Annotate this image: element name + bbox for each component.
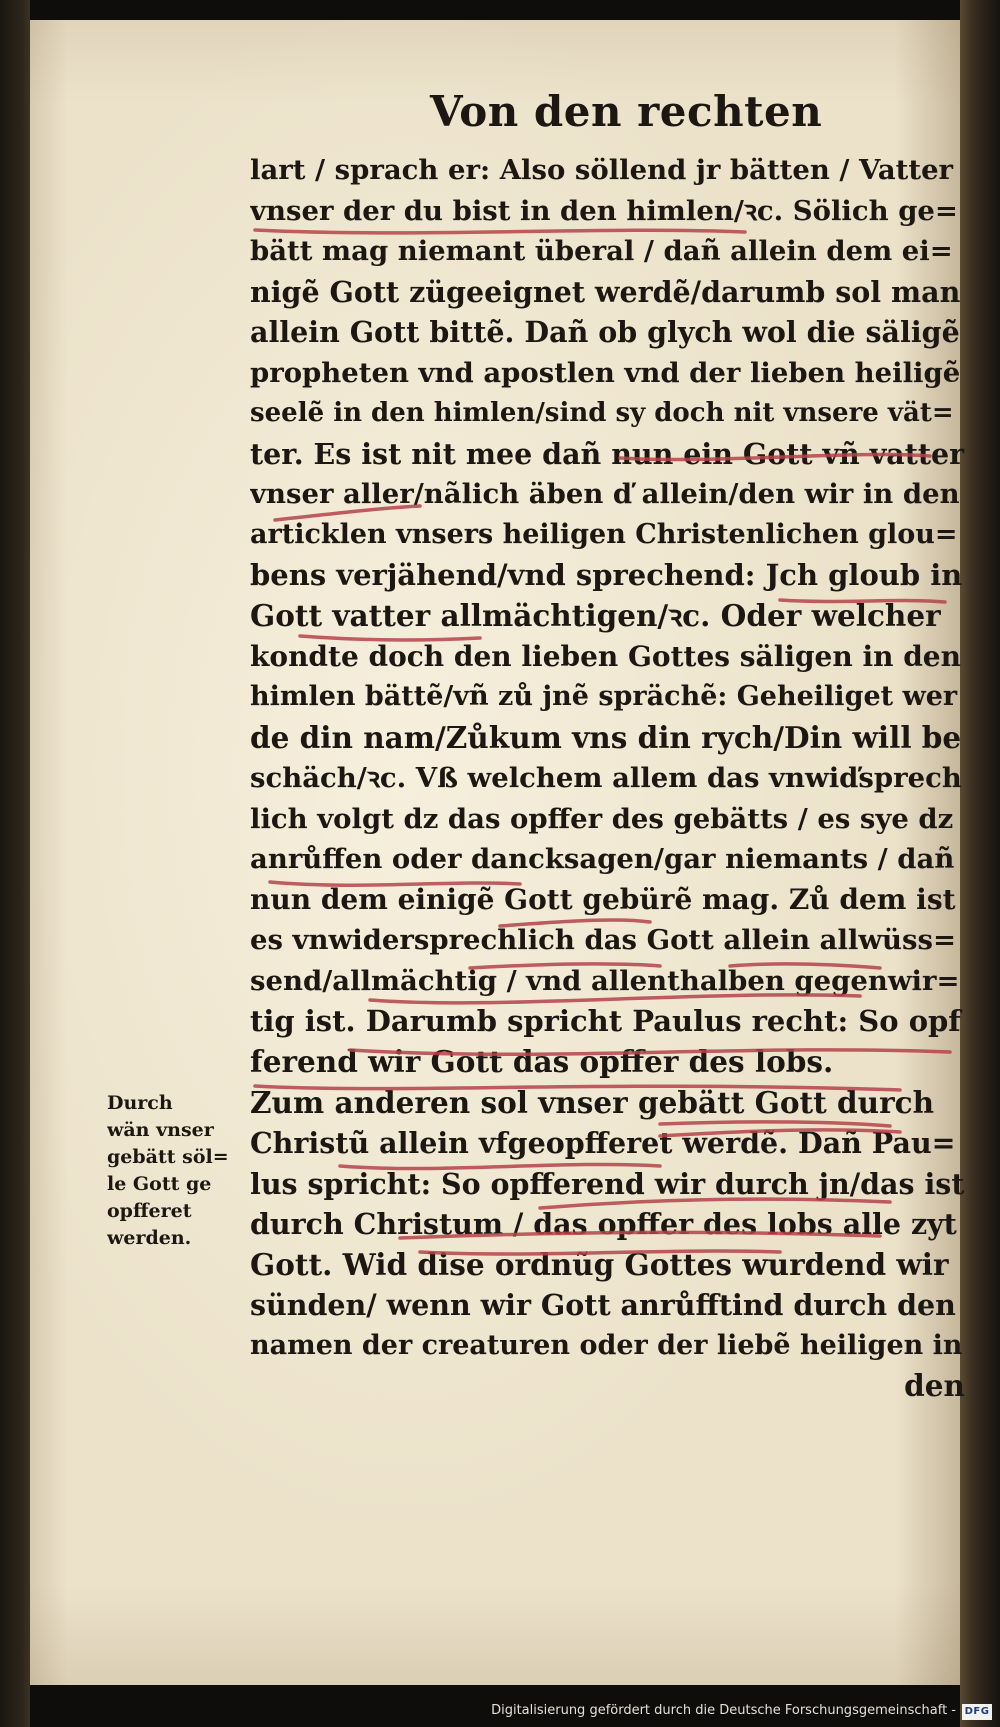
running-heading: Von den rechten <box>430 87 823 136</box>
text-line: ter. Es ist nit mee dañ nun ein Gott vñ vatter <box>250 436 965 471</box>
digitization-credit: Digitalisierung gefördert durch die Deutsche Forschungsgemeinschaft - <box>491 1703 956 1718</box>
margin-note-line: opfferet <box>107 1200 192 1222</box>
text-line: vnser aller/nãlich äben ď allein/den wir in den <box>250 478 960 511</box>
text-line: bens verjähend/vnd sprechend: Jch gloub in <box>250 558 963 593</box>
margin-note-line: Durch <box>107 1092 173 1114</box>
text-line: schäch/ꝛc. Vß welchem allem das vnwiďsprech <box>250 762 962 795</box>
text-line: Christũ allein vfgeopfferet werdẽ. Dañ Pau= <box>250 1126 956 1161</box>
text-line: namen der creaturen oder der liebẽ heiligen in <box>250 1329 963 1361</box>
margin-note-line: le Gott ge <box>107 1173 212 1195</box>
text-line: tig ist. Darumb spricht Paulus recht: So opf <box>250 1004 961 1039</box>
text-line: lus spricht: So opfferend wir durch jn/das ist <box>250 1166 965 1201</box>
text-line: Gott vatter allmächtigen/ꝛc. Oder welcher <box>250 598 941 634</box>
text-line: de din nam/Zůkum vns din rych/Din will be <box>250 719 962 755</box>
text-line: seelẽ in den himlen/sind sy doch nit vnsere vät= <box>250 398 954 429</box>
text-line: Zum anderen sol vnser gebätt Gott durch <box>250 1084 935 1120</box>
text-line: sünden/ wenn wir Gott anrůfftind durch den <box>250 1288 956 1323</box>
text-line: vnser der du bist in den himlen/ꝛc. Sölich ge= <box>250 194 958 227</box>
text-line: nun dem einigẽ Gott gebürẽ mag. Zů dem ist <box>250 882 956 916</box>
text-line: articklen vnsers heiligen Christenlichen glou= <box>250 518 958 550</box>
text-line: kondte doch den lieben Gottes säligen in den <box>250 639 961 673</box>
text-line: send/allmächtig / vnd allenthalben gegenwir= <box>250 964 960 997</box>
margin-note-line: werden. <box>107 1227 192 1249</box>
text-line: den <box>904 1368 965 1404</box>
text-line: ferend wir Gott das opffer des lobs. <box>250 1044 834 1080</box>
text-line: anrůffen oder dancksagen/gar niemants / dañ <box>250 843 955 876</box>
margin-note <box>107 1090 247 1252</box>
text-line: Gott. Wid dise ordnũg Gottes wurdend wir <box>250 1246 949 1282</box>
text-line: lart / sprach er: Also söllend jr bätten / Vatter <box>250 154 954 186</box>
text-line: allein Gott bittẽ. Dañ ob glych wol die säligẽ <box>250 315 960 350</box>
body-text <box>250 150 965 1407</box>
book-spine-edge <box>960 0 1000 1727</box>
text-line: lich volgt dz das opffer des gebätts / es sye dz <box>250 802 954 835</box>
text-line: himlen bättẽ/vñ zů jnẽ sprächẽ: Geheiliget wer <box>250 681 958 713</box>
dfg-logo: DFG <box>962 1704 992 1720</box>
text-line: durch Christum / das opffer des lobs alle zyt <box>250 1207 957 1242</box>
left-page-edge <box>0 0 30 1727</box>
text-line: es vnwidersprechlich das Gott allein allwüss= <box>250 924 957 957</box>
text-line: bätt mag niemant überal / dañ allein dem ei= <box>250 235 953 268</box>
text-line: nigẽ Gott zügeeignet werdẽ/darumb sol man <box>250 274 961 309</box>
text-line: propheten vnd apostlen vnd der lieben heiligẽ <box>250 356 961 389</box>
margin-note-line: gebätt söl= <box>107 1146 229 1168</box>
margin-note-line: wän vnser <box>107 1119 214 1141</box>
